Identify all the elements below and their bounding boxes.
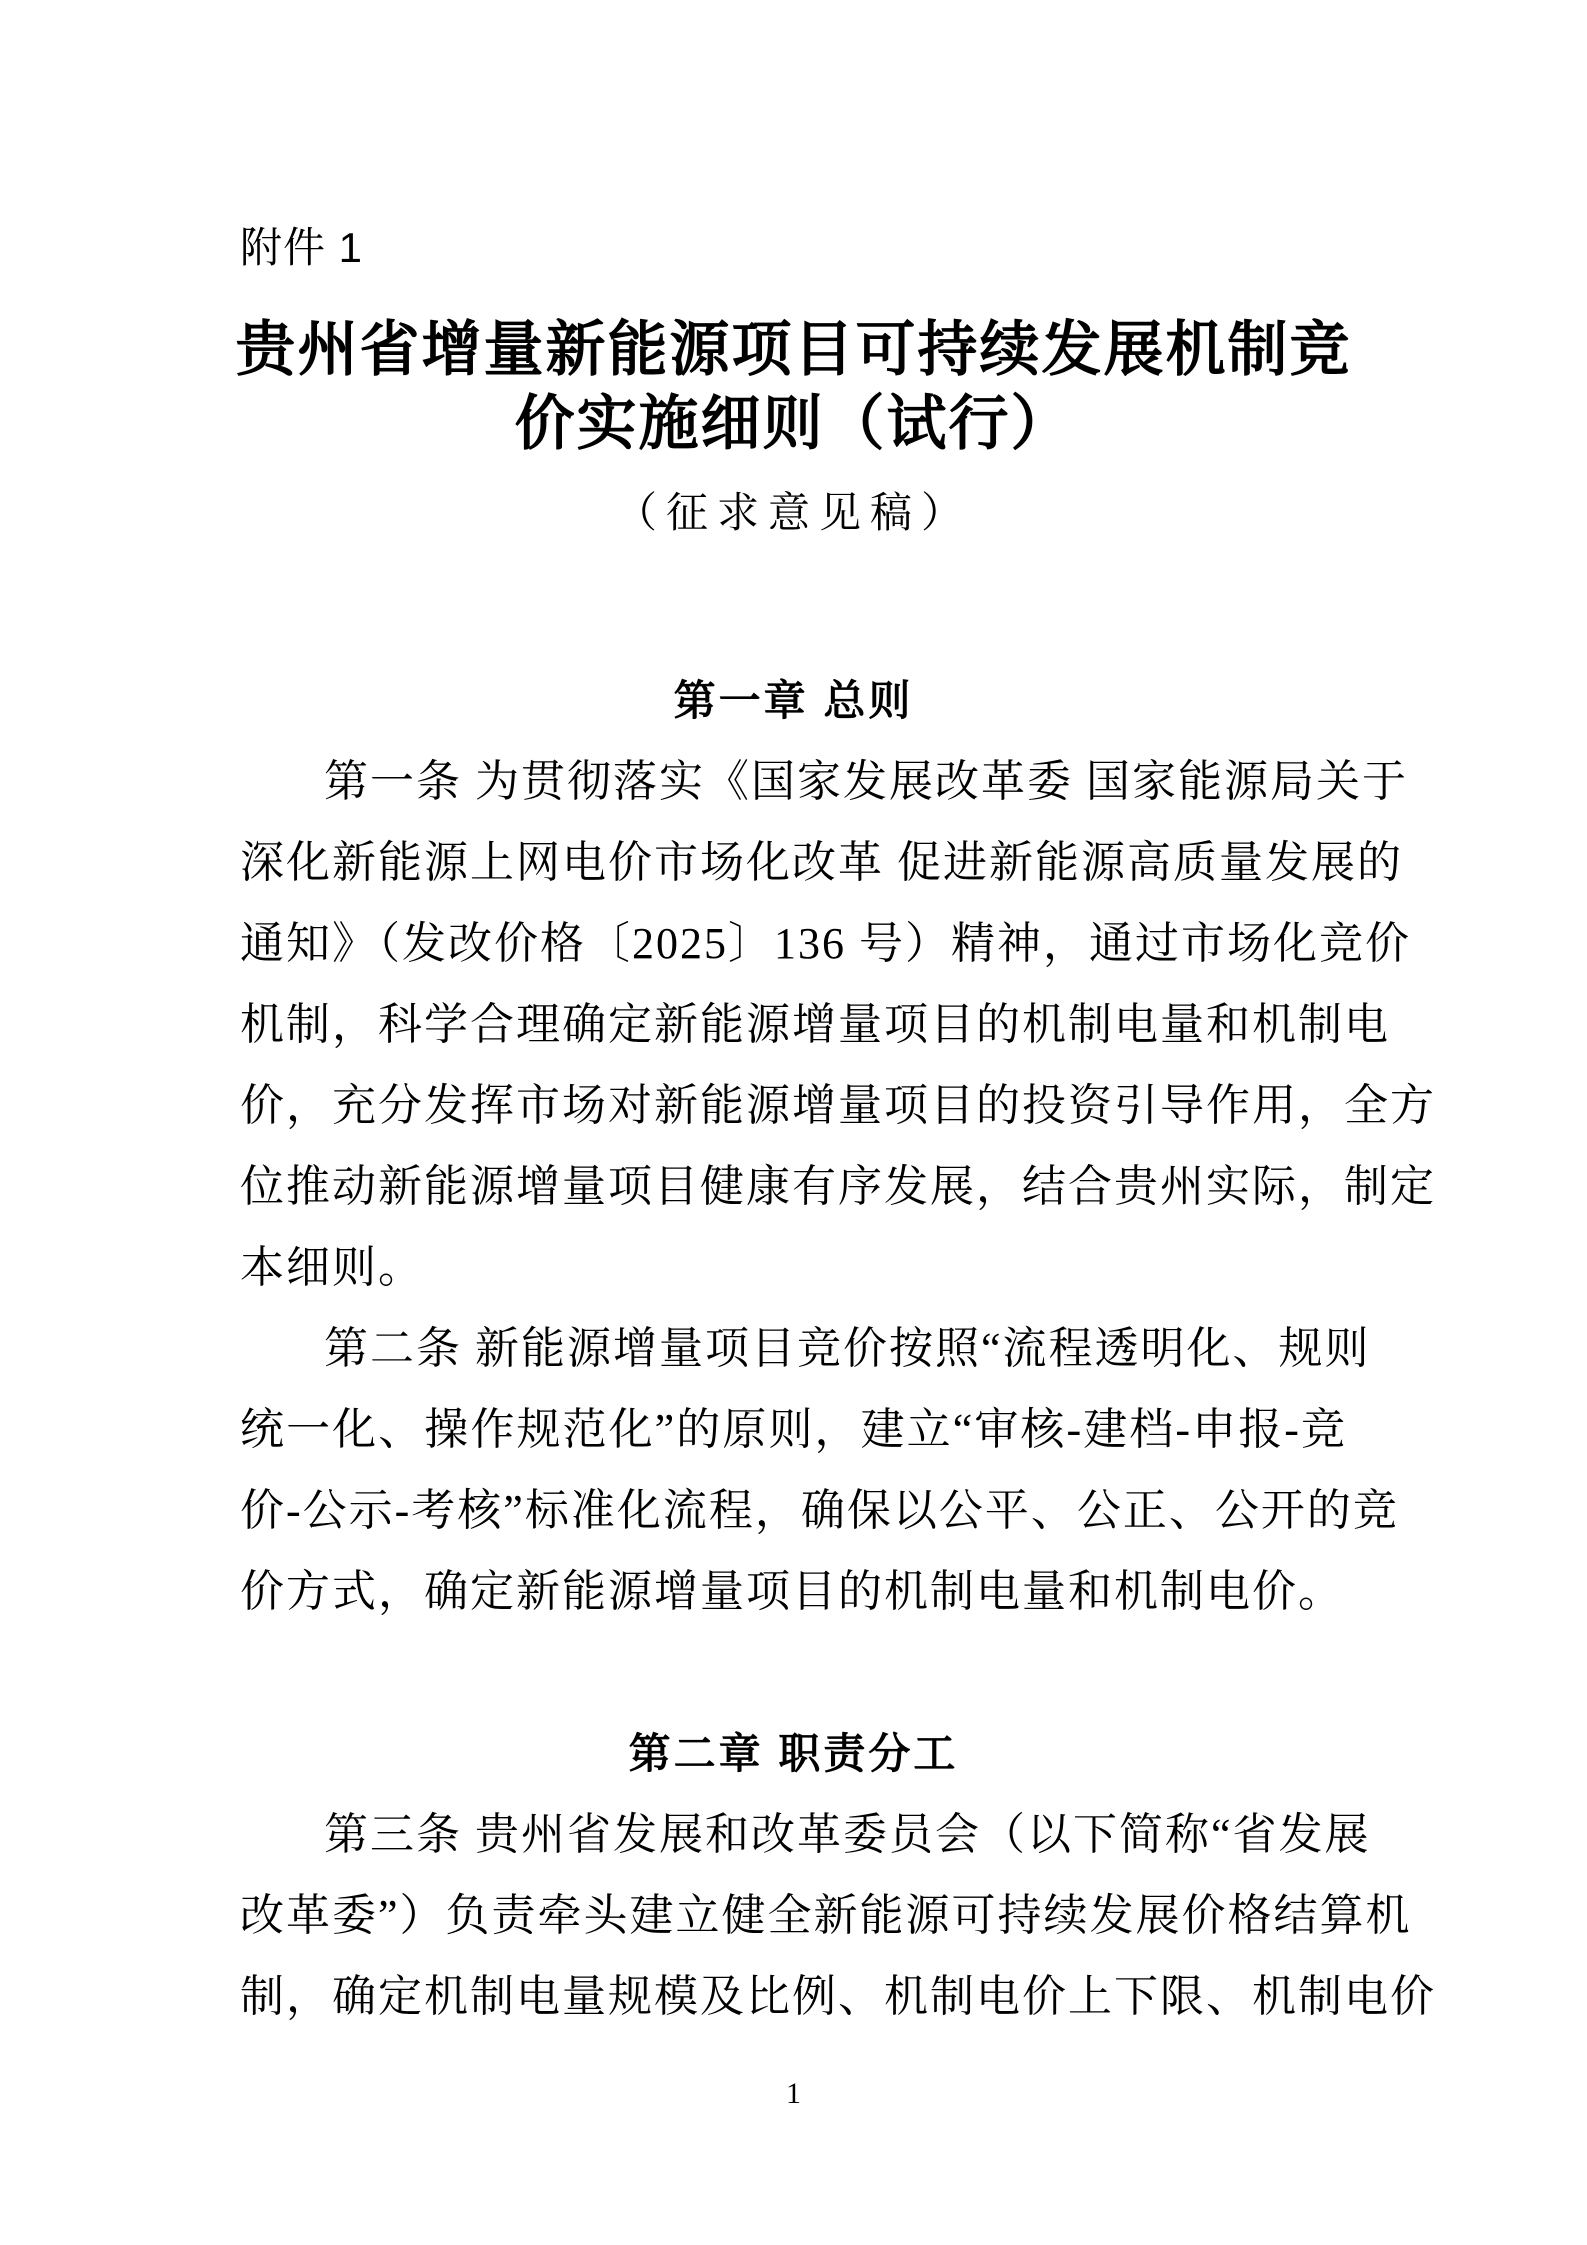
document-subtitle: （征求意见稿） [614,491,972,537]
body-text-line: 价方式，确定新能源增量项目的机制电量和机制电价。 [240,1567,1344,1616]
body-text-line: 通知》（发改价格〔2025〕136 号）精神，通过市场化竞价 [240,919,1411,968]
body-lines [240,660,1436,2037]
body-text-line: 机制，科学合理确定新能源增量项目的机制电量和机制电 [240,1000,1390,1049]
attachment-label: 附件 1 [240,224,364,271]
body-text-line: 位推动新能源增量项目健康有序发展，结合贵州实际，制定 [240,1162,1436,1211]
document-title-line-1: 贵州省增量新能源项目可持续发展机制竞 [235,316,1352,383]
body-text-line: 价-公示-考核”标准化流程，确保以公平、公正、公开的竞 [240,1486,1399,1535]
document-title-line-2: 价实施细则（试行） [514,390,1073,457]
body-text-line: 本细则。 [240,1243,424,1292]
chapter-heading: 第一章 总则 [673,677,914,724]
body-text-line: 第一条 为贯彻落实《国家发展改革委 国家能源局关于 [324,757,1408,806]
blank-line [240,1632,1347,1713]
body-text-line: 制，确定机制电量规模及比例、机制电价上下限、机制电价 [240,1972,1436,2021]
body-text-line: 统一化、操作规范化”的原则，建立“审核-建档-申报-竞 [240,1405,1347,1454]
body-text-line: 第三条 贵州省发展和改革委员会（以下简称“省发展 [324,1810,1371,1859]
chapter-heading: 第二章 职责分工 [628,1730,959,1777]
body-text-line: 改革委”）负责牵头建立健全新能源可持续发展价格结算机 [240,1891,1412,1940]
document-title [130,313,1457,461]
body-text-line: 深化新能源上网电价市场化改革 促进新能源高质量发展的 [240,838,1403,887]
page-number: 1 [786,2077,801,2110]
body-text-line: 第二条 新能源增量项目竞价按照“流程透明化、规则 [324,1324,1371,1373]
body-text-line: 价，充分发挥市场对新能源增量项目的投资引导作用，全方 [240,1081,1436,1130]
